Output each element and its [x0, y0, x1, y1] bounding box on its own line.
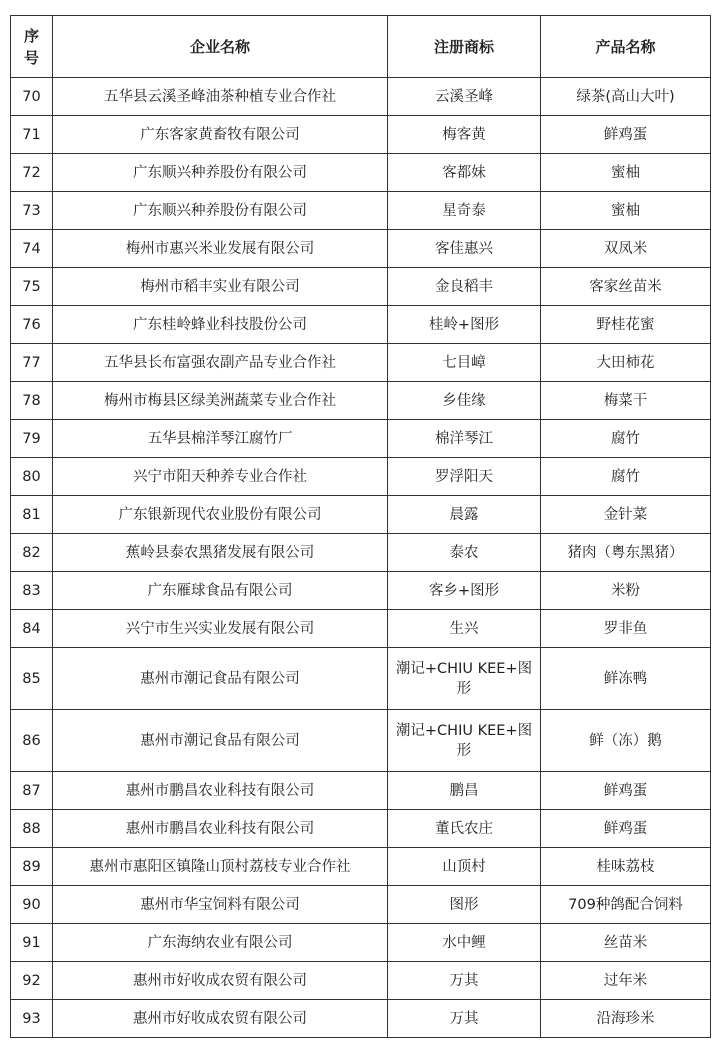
cell-no: 93 — [11, 1000, 53, 1038]
cell-no: 80 — [11, 458, 53, 496]
cell-trademark: 泰农 — [388, 534, 541, 572]
cell-company: 广东海纳农业有限公司 — [53, 924, 388, 962]
cell-product: 鲜鸡蛋 — [541, 772, 711, 810]
product-table — [10, 15, 711, 1038]
table-row — [11, 534, 711, 572]
cell-company: 惠州市好收成农贸有限公司 — [53, 1000, 388, 1038]
cell-trademark: 客佳惠兴 — [388, 230, 541, 268]
table-row — [11, 382, 711, 420]
cell-product: 过年米 — [541, 962, 711, 1000]
table-row — [11, 192, 711, 230]
table-body — [11, 78, 711, 1038]
cell-no: 90 — [11, 886, 53, 924]
cell-company: 兴宁市生兴实业发展有限公司 — [53, 610, 388, 648]
cell-no: 91 — [11, 924, 53, 962]
cell-product: 蜜柚 — [541, 192, 711, 230]
cell-no: 87 — [11, 772, 53, 810]
cell-company: 广东雁球食品有限公司 — [53, 572, 388, 610]
cell-product: 梅菜干 — [541, 382, 711, 420]
cell-product: 桂味荔枝 — [541, 848, 711, 886]
cell-company: 梅州市梅县区绿美洲蔬菜专业合作社 — [53, 382, 388, 420]
cell-product: 鲜（冻）鹅 — [541, 710, 711, 772]
cell-product: 野桂花蜜 — [541, 306, 711, 344]
cell-trademark: 乡佳缘 — [388, 382, 541, 420]
header-product: 产品名称 — [541, 16, 711, 78]
cell-company: 兴宁市阳天种养专业合作社 — [53, 458, 388, 496]
cell-company: 惠州市潮记食品有限公司 — [53, 710, 388, 772]
cell-company: 广东顺兴种养股份有限公司 — [53, 154, 388, 192]
cell-no: 88 — [11, 810, 53, 848]
table-row — [11, 572, 711, 610]
cell-company: 惠州市潮记食品有限公司 — [53, 648, 388, 710]
cell-trademark: 七目嶂 — [388, 344, 541, 382]
cell-trademark: 梅客黄 — [388, 116, 541, 154]
cell-trademark: 潮记+CHIU KEE+图形 — [388, 648, 541, 710]
cell-no: 78 — [11, 382, 53, 420]
cell-no: 92 — [11, 962, 53, 1000]
cell-company: 五华县云溪圣峰油茶种植专业合作社 — [53, 78, 388, 116]
table-row — [11, 496, 711, 534]
cell-trademark: 董氏农庄 — [388, 810, 541, 848]
cell-company: 惠州市惠阳区镇隆山顶村荔枝专业合作社 — [53, 848, 388, 886]
cell-company: 蕉岭县泰农黑猪发展有限公司 — [53, 534, 388, 572]
cell-no: 79 — [11, 420, 53, 458]
cell-no: 72 — [11, 154, 53, 192]
cell-no: 84 — [11, 610, 53, 648]
cell-no: 71 — [11, 116, 53, 154]
table-row — [11, 306, 711, 344]
cell-trademark: 生兴 — [388, 610, 541, 648]
table-row — [11, 420, 711, 458]
cell-trademark: 客乡+图形 — [388, 572, 541, 610]
cell-company: 广东顺兴种养股份有限公司 — [53, 192, 388, 230]
cell-company: 五华县长布富强农副产品专业合作社 — [53, 344, 388, 382]
cell-no: 81 — [11, 496, 53, 534]
table-row — [11, 230, 711, 268]
table-row — [11, 458, 711, 496]
cell-company: 五华县棉洋琴江腐竹厂 — [53, 420, 388, 458]
cell-product: 鲜鸡蛋 — [541, 116, 711, 154]
cell-company: 广东银新现代农业股份有限公司 — [53, 496, 388, 534]
cell-no: 86 — [11, 710, 53, 772]
table-row — [11, 268, 711, 306]
table-row — [11, 886, 711, 924]
cell-no: 73 — [11, 192, 53, 230]
table-row — [11, 610, 711, 648]
table-row — [11, 848, 711, 886]
cell-product: 罗非鱼 — [541, 610, 711, 648]
cell-company: 惠州市华宝饲料有限公司 — [53, 886, 388, 924]
table-row — [11, 710, 711, 772]
cell-no: 76 — [11, 306, 53, 344]
cell-company: 惠州市鹏昌农业科技有限公司 — [53, 810, 388, 848]
cell-product: 猪肉（粤东黑猪） — [541, 534, 711, 572]
cell-company: 广东客家黄畜牧有限公司 — [53, 116, 388, 154]
table-row — [11, 810, 711, 848]
cell-company: 梅州市稻丰实业有限公司 — [53, 268, 388, 306]
cell-no: 74 — [11, 230, 53, 268]
table-row — [11, 962, 711, 1000]
table-row — [11, 154, 711, 192]
cell-trademark: 万其 — [388, 1000, 541, 1038]
table-row — [11, 924, 711, 962]
table-row — [11, 116, 711, 154]
cell-trademark: 桂岭+图形 — [388, 306, 541, 344]
cell-product: 大田柿花 — [541, 344, 711, 382]
cell-company: 惠州市好收成农贸有限公司 — [53, 962, 388, 1000]
cell-no: 83 — [11, 572, 53, 610]
cell-trademark: 云溪圣峰 — [388, 78, 541, 116]
cell-product: 米粉 — [541, 572, 711, 610]
table-row — [11, 648, 711, 710]
cell-trademark: 万其 — [388, 962, 541, 1000]
cell-trademark: 山顶村 — [388, 848, 541, 886]
cell-trademark: 客都妹 — [388, 154, 541, 192]
cell-product: 金针菜 — [541, 496, 711, 534]
header-company: 企业名称 — [53, 16, 388, 78]
cell-trademark: 鹏昌 — [388, 772, 541, 810]
cell-no: 85 — [11, 648, 53, 710]
cell-trademark: 水中鲤 — [388, 924, 541, 962]
cell-no: 77 — [11, 344, 53, 382]
cell-trademark: 图形 — [388, 886, 541, 924]
cell-product: 腐竹 — [541, 420, 711, 458]
cell-product: 蜜柚 — [541, 154, 711, 192]
cell-trademark: 潮记+CHIU KEE+图形 — [388, 710, 541, 772]
cell-trademark: 星奇泰 — [388, 192, 541, 230]
cell-no: 75 — [11, 268, 53, 306]
cell-product: 沿海珍米 — [541, 1000, 711, 1038]
cell-product: 腐竹 — [541, 458, 711, 496]
table-row — [11, 78, 711, 116]
cell-product: 丝苗米 — [541, 924, 711, 962]
cell-trademark: 罗浮阳天 — [388, 458, 541, 496]
cell-product: 客家丝苗米 — [541, 268, 711, 306]
cell-product: 鲜冻鸭 — [541, 648, 711, 710]
table-row — [11, 1000, 711, 1038]
cell-no: 82 — [11, 534, 53, 572]
cell-trademark: 金良稻丰 — [388, 268, 541, 306]
cell-trademark: 棉洋琴江 — [388, 420, 541, 458]
cell-product: 双凤米 — [541, 230, 711, 268]
cell-product: 绿茶(高山大叶) — [541, 78, 711, 116]
header-no: 序 号 — [11, 16, 53, 78]
cell-trademark: 晨露 — [388, 496, 541, 534]
header-trademark: 注册商标 — [388, 16, 541, 78]
cell-product: 709种鸽配合饲料 — [541, 886, 711, 924]
cell-company: 惠州市鹏昌农业科技有限公司 — [53, 772, 388, 810]
table-header-row — [11, 16, 711, 78]
cell-company: 梅州市惠兴米业发展有限公司 — [53, 230, 388, 268]
cell-no: 70 — [11, 78, 53, 116]
cell-product: 鲜鸡蛋 — [541, 810, 711, 848]
table-row — [11, 344, 711, 382]
table-row — [11, 772, 711, 810]
cell-company: 广东桂岭蜂业科技股份公司 — [53, 306, 388, 344]
cell-no: 89 — [11, 848, 53, 886]
